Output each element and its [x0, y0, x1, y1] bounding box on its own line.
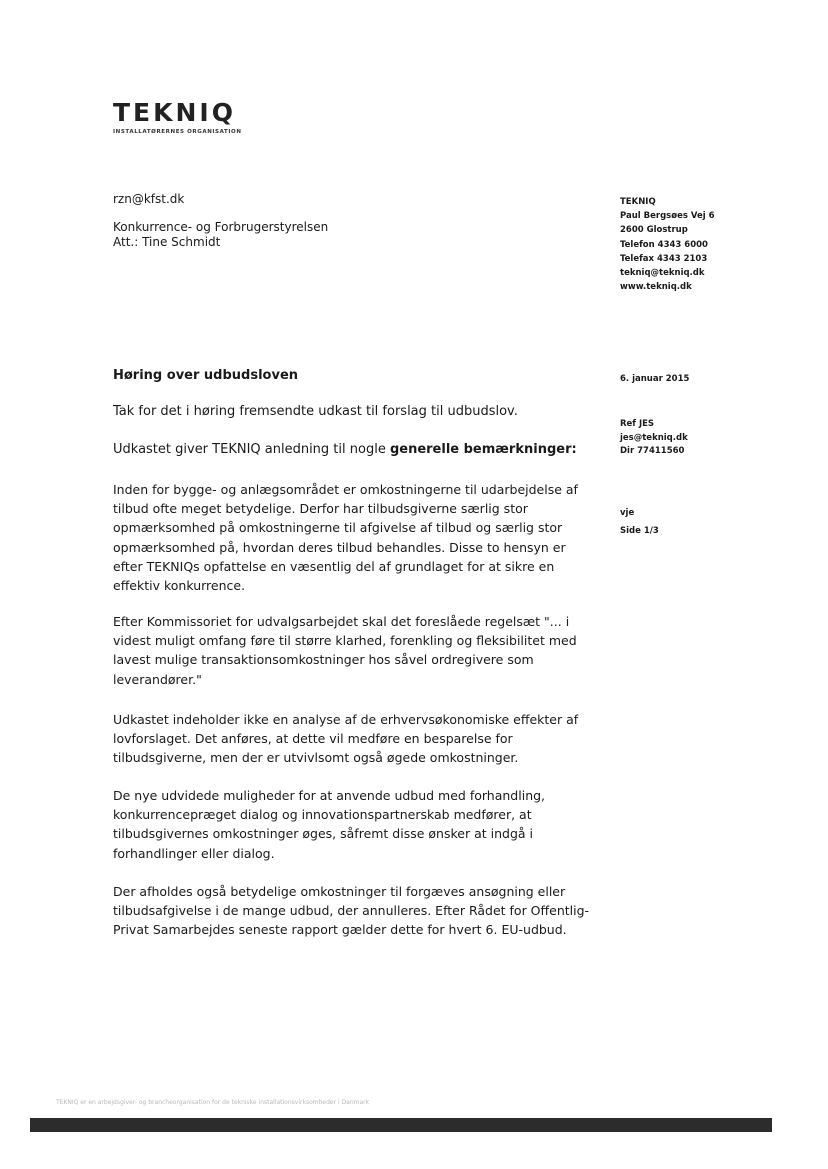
sender-street: Paul Bergsøes Vej 6	[620, 211, 715, 222]
page-number: Side 1/3	[620, 526, 659, 536]
paragraph-2: Efter Kommissoriet for udvalgsarbejdet skal det foreslåede regelsæt "... i videst muligt omfang føre til større klarhed, forenkling og fleksibilitet med lavest mulige transaktionsomkostninger hos såvel ordregivere som leverandører."	[113, 614, 577, 687]
lead-emphasis: generelle bemærkninger:	[389, 442, 577, 457]
paragraph-5: Der afholdes også betydelige omkostninger til forgæves ansøgning eller tilbudsafgivelse i de mange udbud, der annulleres. Efter Rådet for Offentlig-Privat Samarbejdes seneste rapport gælder dette for hvert 6. EU-udbud.	[113, 884, 590, 938]
paragraph-4: De nye udvidede muligheder for at anvende udbud med forhandling, konkurrencepræget dialog og innovationspartnerskab medfører, at tilbudsgivernes omkostninger øges, såfremt disse ønsker at indgå i forhandlinger eller dialog.	[113, 788, 546, 861]
logo-wordmark: TEKNIQ	[113, 98, 236, 127]
sender-website: www.tekniq.dk	[620, 282, 692, 293]
letter-lead	[113, 442, 613, 457]
reference-block	[620, 418, 688, 459]
sender-city: 2600 Glostrup	[620, 225, 688, 236]
paragraph-3: Udkastet indeholder ikke en analyse af de erhvervsøkonomiske effekter af lovforslaget. Det anføres, at dette vil medføre en besparelse for tilbudsgiverne, men der er utvivlsomt også øgede omkostninger.	[113, 712, 579, 766]
recipient-attention: Att.: Tine Schmidt	[113, 235, 221, 249]
paragraph-1: Inden for bygge- og anlægsområdet er omkostningerne til udarbejdelse af tilbud ofte meget betydelige. Derfor har tilbudsgiverne særlig stor opmærksomhed på omkostningerne til afgivelse af tilbud og særlig stor opmærksomhed på, hvordan deres tilbud behandles. Disse to hensyn er efter TEKNIQs opfattelse en væsentlig del af grundlaget for at sikre en effektiv konkurrence.	[113, 482, 578, 594]
lead-text: Udkastet giver TEKNIQ anledning til nogle	[113, 442, 390, 457]
footer-text: TEKNIQ er en arbejdsgiver- og brancheorganisation for de tekniske installationsvirksomheder i Danmark	[56, 1099, 370, 1106]
footer-bar	[30, 1118, 772, 1132]
logo-tagline: INSTALLATØRERNES ORGANISATION	[113, 129, 242, 135]
reference-initials: Ref JES	[620, 419, 655, 429]
letter-date: 6. januar 2015	[620, 374, 690, 384]
reference-email: jes@tekniq.dk	[620, 432, 688, 443]
recipient-block	[113, 192, 328, 250]
letter-intro: Tak for det i høring fremsendte udkast til forslag til udbudslov.	[113, 404, 518, 419]
reference-direct-phone: Dir 77411560	[620, 446, 685, 456]
sender-name: TEKNIQ	[620, 197, 656, 207]
sender-phone: Telefon 4343 6000	[620, 239, 708, 250]
letter-subject: Høring over udbudsloven	[113, 368, 299, 383]
sender-address-block	[620, 195, 715, 294]
sender-fax: Telefax 4343 2103	[620, 253, 708, 264]
recipient-email: rzn@kfst.dk	[113, 192, 185, 206]
recipient-organisation: Konkurrence- og Forbrugerstyrelsen	[113, 220, 329, 234]
sender-email: tekniq@tekniq.dk	[620, 268, 705, 279]
page-info-block	[620, 504, 659, 540]
typist-initials: vje	[620, 508, 635, 518]
tekniq-logo	[113, 100, 273, 135]
